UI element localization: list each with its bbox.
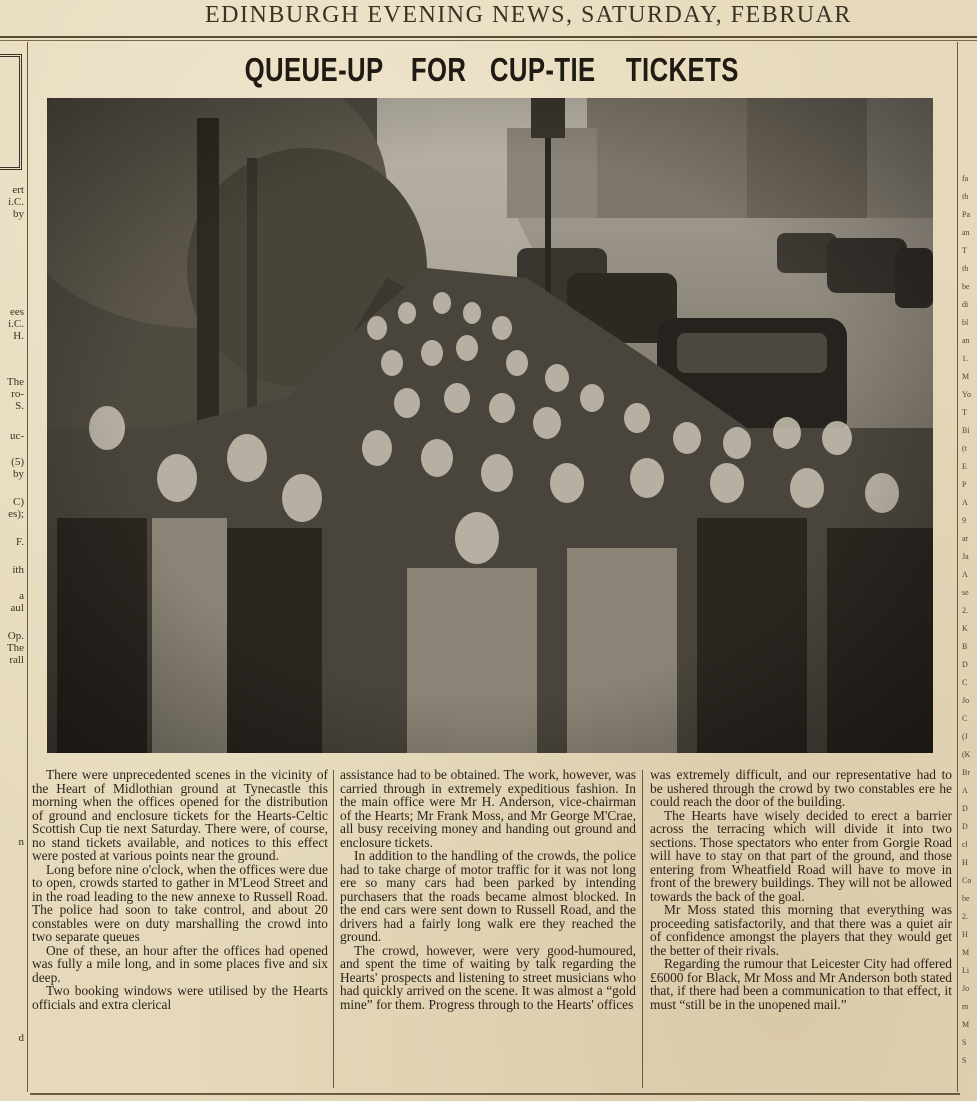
- margin-text-fragment: E: [962, 462, 967, 471]
- article-paragraph: In addition to the handling of the crowds, the police had to take charge of motor traffic for it was not long ere so many cars had been parked by intending purchasers that the roads became almost blocked. In the end cars were sent down to Russell Road, and the drivers had a fairly long walk ere they reached the ground.: [340, 848, 636, 944]
- margin-text-fragment: H: [962, 858, 968, 867]
- margin-text-fragment: B: [962, 642, 968, 651]
- margin-text-fragment: ert: [12, 184, 24, 196]
- left-margin-column: [0, 44, 26, 1094]
- margin-text-fragment: 1.: [962, 354, 968, 363]
- margin-text-fragment: (5): [11, 456, 24, 468]
- margin-text-fragment: A: [962, 570, 968, 579]
- margin-text-fragment: Yo: [962, 390, 971, 399]
- right-margin-column: [960, 44, 977, 1094]
- margin-text-fragment: 9: [962, 516, 966, 525]
- headline: [48, 48, 932, 92]
- margin-text-fragment: C): [13, 496, 24, 508]
- margin-text-fragment: A: [962, 498, 968, 507]
- margin-text-fragment: S: [962, 1056, 967, 1065]
- margin-text-fragment: rall: [9, 654, 24, 666]
- article-column-rule: [642, 770, 643, 1088]
- margin-text-fragment: be: [962, 894, 970, 903]
- article-paragraph: One of these, an hour after the offices had opened was fully a mile long, and in some places five and six deep.: [32, 942, 328, 985]
- article-paragraph: assistance had to be obtained. The work, however, was carried through in extremely expeditious fashion. In the main office were Mr H. Anderson, vice-chairman of the Hearts; Mr Frank Moss, and Mr George M'Crae, all busy receiving money and handing out ground and enclosure tickets.: [340, 768, 636, 850]
- margin-text-fragment: T: [962, 408, 967, 417]
- margin-text-fragment: ith: [12, 564, 24, 576]
- column-rule-left: [27, 42, 28, 1092]
- margin-text-fragment: Li: [962, 966, 970, 975]
- margin-text-fragment: H: [962, 930, 968, 939]
- margin-text-fragment: K: [962, 624, 968, 633]
- margin-text-fragment: The: [6, 376, 24, 388]
- article-paragraph: Long before nine o'clock, when the offices were due to open, crowds started to gather in M'Leod Street and in the road leading to the new annexe to Russell Road. The police had soon to take control, and about 20 constables were on duty marshalling the crowd into two separate queues: [32, 861, 328, 944]
- margin-text-fragment: ar: [962, 534, 969, 543]
- article-column-rule: [333, 770, 334, 1088]
- margin-text-fragment: S: [962, 1038, 967, 1047]
- margin-text-fragment: The: [6, 642, 24, 654]
- column-rule-right: [957, 42, 958, 1092]
- masthead-rule: [0, 36, 977, 38]
- headline-word: FOR: [411, 51, 467, 88]
- headline-word: CUP-TIE: [489, 51, 596, 88]
- margin-text-fragment: Jo: [962, 984, 970, 993]
- margin-text-fragment: n: [18, 836, 24, 848]
- margin-text-fragment: fa: [962, 174, 969, 183]
- margin-text-fragment: C: [962, 714, 968, 723]
- margin-text-fragment: i.C.: [8, 318, 24, 330]
- headline-word: TICKETS: [626, 51, 739, 88]
- margin-text-fragment: M: [962, 372, 970, 381]
- margin-text-fragment: i.C.: [8, 196, 24, 208]
- margin-text-fragment: se: [962, 588, 969, 597]
- margin-text-fragment: by: [13, 468, 24, 480]
- article-paragraph: Regarding the rumour that Leicester City had offered £6000 for Black, Mr Moss and Mr Anderson both stated that, if there had been a communication to that effect, it must “still be in the unopened mail.”: [650, 956, 952, 1012]
- margin-text-fragment: T: [962, 246, 967, 255]
- margin-text-fragment: A: [962, 786, 968, 795]
- article-column-1: [32, 768, 328, 1088]
- margin-text-fragment: C: [962, 678, 968, 687]
- margin-text-fragment: ees: [9, 306, 24, 318]
- article-column-2: [340, 768, 636, 1088]
- margin-text-fragment: F.: [16, 536, 24, 548]
- margin-text-fragment: es);: [8, 508, 24, 520]
- margin-text-fragment: th: [962, 264, 969, 273]
- article-paragraph: The Hearts have wisely decided to erect a barrier across the terracing which will divide it into two sections. Those spectators who enter from Gorgie Road will have to stay on that part of the ground, and those entering from Wheatfield Road will have to move in front of the brewery buildings. They will not be allowed towards the back of the goal.: [650, 807, 952, 904]
- margin-text-fragment: Ja: [962, 552, 969, 561]
- margin-text-fragment: bl: [962, 318, 969, 327]
- margin-text-fragment: by: [13, 208, 24, 220]
- article-column-3: [650, 768, 952, 1088]
- margin-text-fragment: Br: [962, 768, 970, 777]
- margin-text-fragment: P: [962, 480, 967, 489]
- margin-text-fragment: 2.: [962, 912, 968, 921]
- margin-text-fragment: cl: [962, 840, 968, 849]
- margin-text-fragment: Bi: [962, 426, 970, 435]
- masthead-rule-thin: [0, 40, 977, 41]
- margin-text-fragment: S.: [15, 400, 24, 412]
- margin-text-fragment: d: [18, 1032, 24, 1044]
- photo-image: [47, 98, 933, 753]
- margin-text-fragment: M: [962, 948, 970, 957]
- margin-text-fragment: th: [962, 192, 969, 201]
- margin-text-fragment: an: [962, 336, 970, 345]
- article-paragraph: Two booking windows were utilised by the Hearts officials and extra clerical: [32, 983, 328, 1012]
- margin-text-fragment: a: [19, 590, 24, 602]
- margin-text-fragment: H.: [13, 330, 24, 342]
- headline-word: QUEUE-UP: [244, 51, 384, 88]
- bottom-rule: [30, 1093, 960, 1095]
- advert-box-fragment: [0, 54, 22, 170]
- margin-text-fragment: an: [962, 228, 970, 237]
- margin-text-fragment: Jo: [962, 696, 970, 705]
- margin-text-fragment: 2.: [962, 606, 968, 615]
- margin-text-fragment: (t: [962, 444, 967, 453]
- margin-text-fragment: ro-: [11, 388, 24, 400]
- margin-text-fragment: di: [962, 300, 969, 309]
- margin-text-fragment: Co: [962, 876, 972, 885]
- crowd-photograph: [47, 98, 933, 753]
- margin-text-fragment: uc-: [9, 430, 24, 442]
- article-paragraph: Mr Moss stated this morning that everything was proceeding satisfactorily, and that there was a quiet air of confidence amongst the players that they would get the better of their rivals.: [650, 902, 952, 958]
- article-paragraph: The crowd, however, were very good-humoured, and spent the time of waiting by talk regarding the Hearts' prospects and listening to street musicians who had quickly arrived on the scene. It was almost a “gold mine” for them. Progress through to the Hearts' offices: [340, 942, 636, 1012]
- margin-text-fragment: Pa: [962, 210, 970, 219]
- margin-text-fragment: (J: [962, 732, 968, 741]
- margin-text-fragment: D: [962, 822, 968, 831]
- masthead: EDINBURGH EVENING NEWS, SATURDAY, FEBRUAR: [205, 2, 852, 28]
- margin-text-fragment: (K: [962, 750, 971, 759]
- margin-text-fragment: be: [962, 282, 970, 291]
- margin-text-fragment: Op.: [7, 630, 24, 642]
- margin-text-fragment: aul: [10, 602, 24, 614]
- margin-text-fragment: D: [962, 660, 968, 669]
- margin-text-fragment: D: [962, 804, 968, 813]
- margin-text-fragment: M: [962, 1020, 970, 1029]
- article-paragraph: There were unprecedented scenes in the vicinity of the Heart of Midlothian ground at Tynecastle this morning when the offices opened for the distribution of ground and enclosure tickets for the Hearts-Celtic Scottish Cup tie next Saturday. There were, of course, no stand tickets available, and notices to this effect were posted at various points near the ground.: [32, 768, 328, 863]
- margin-text-fragment: m: [962, 1002, 969, 1011]
- article-paragraph: was extremely difficult, and our representative had to be ushered through the crowd by two constables ere he could reach the door of the building.: [650, 768, 952, 809]
